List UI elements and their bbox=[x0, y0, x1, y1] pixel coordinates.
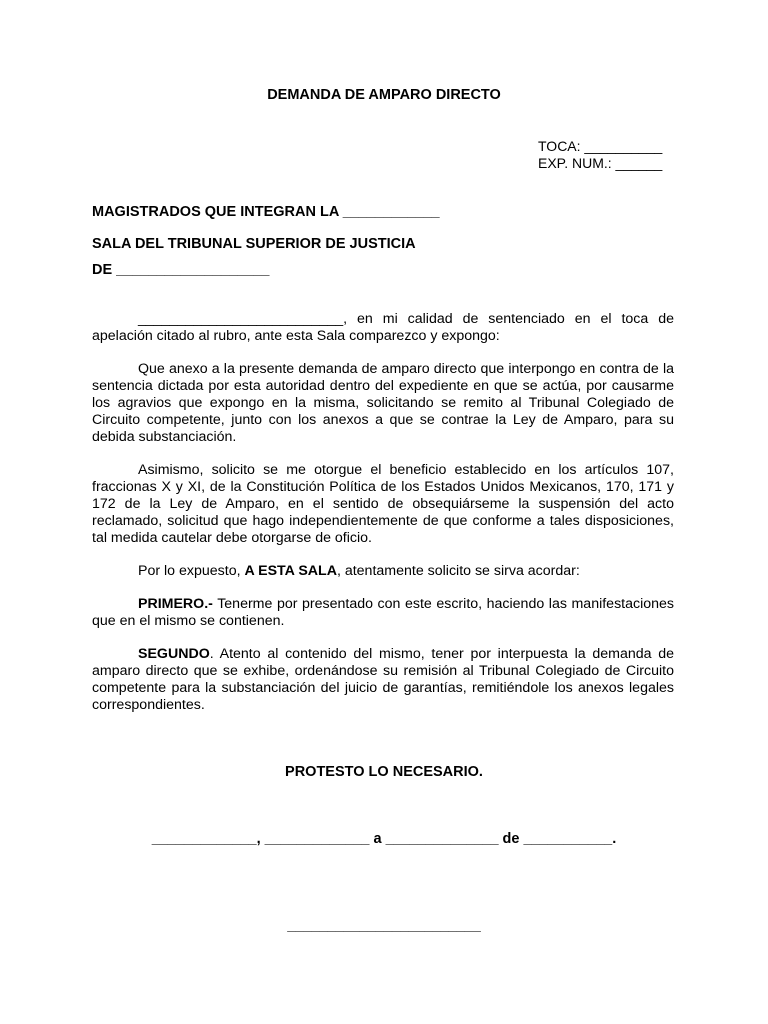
request-bold-text: A ESTA SALA bbox=[244, 563, 337, 579]
paragraph-annex: Que anexo a la presente demanda de amparo directo que interpongo en contra de la sentencia dictada por esta autoridad dentro del expediente en que se actúa, por causarme los agravios que expongo en la misma, solicitando se remito al Tribunal Colegiado de Circuito competente, junto con los anexos a que se contrae la Ley de Amparo, para su debida substanciación. bbox=[92, 361, 674, 445]
primero-label: PRIMERO.- bbox=[138, 596, 213, 612]
paragraph-primero bbox=[92, 596, 674, 630]
request-post-text: , atentamente solicito se sirva acordar: bbox=[336, 563, 580, 579]
paragraph-request bbox=[92, 563, 674, 580]
addressee-line-2: SALA DEL TRIBUNAL SUPERIOR DE JUSTICIA bbox=[92, 236, 416, 252]
paragraph-segundo bbox=[92, 646, 674, 714]
request-pre-text: Por lo expuesto, bbox=[138, 563, 245, 579]
primero-text: Tenerme por presentado con este escrito, haciendo las manifestaciones que en el mismo se contienen. bbox=[92, 596, 674, 629]
place-date-line: _____________, _____________ a ______________ de ___________. bbox=[151, 831, 617, 847]
signature-line: ________________________ bbox=[287, 918, 481, 934]
paragraph-intro: __________________________, en mi calidad de sentenciado en el toca de apelación citado al rubro, ante esta Sala comparezco y expongo: bbox=[92, 311, 674, 344]
addressee-line-3: DE ___________________ bbox=[92, 262, 270, 278]
addressee-line-1: MAGISTRADOS QUE INTEGRAN LA ____________ bbox=[92, 204, 440, 220]
document-title: DEMANDA DE AMPARO DIRECTO bbox=[267, 87, 501, 103]
case-reference bbox=[538, 138, 678, 172]
expediente-field: EXP. NUM.: ______ bbox=[538, 155, 663, 171]
paragraph-suspension: Asimismo, solicito se me otorgue el beneficio establecido en los artículos 107, fraccionas X y XI, de la Constitución Política de los Estados Unidos Mexicanos, 170, 171 y 172 de la Ley de Amparo, en el sentido de obsequiárseme la suspensión del acto reclamado, solicitud que hago independientemente de que conforme a tales disposiciones, tal medida cautelar debe otorgarse de oficio. bbox=[92, 462, 674, 546]
closing-statement: PROTESTO LO NECESARIO. bbox=[285, 764, 483, 780]
segundo-text: . Atento al contenido del mismo, tener por interpuesta la demanda de amparo directo que se exhibe, ordenándose su remisión al Tribunal Colegiado de Circuito competente para la substanciación del juicio de garantías, remitiéndole los anexos legales correspondientes. bbox=[92, 646, 674, 713]
segundo-label: SEGUNDO bbox=[138, 646, 210, 662]
toca-field: TOCA: __________ bbox=[538, 138, 663, 154]
